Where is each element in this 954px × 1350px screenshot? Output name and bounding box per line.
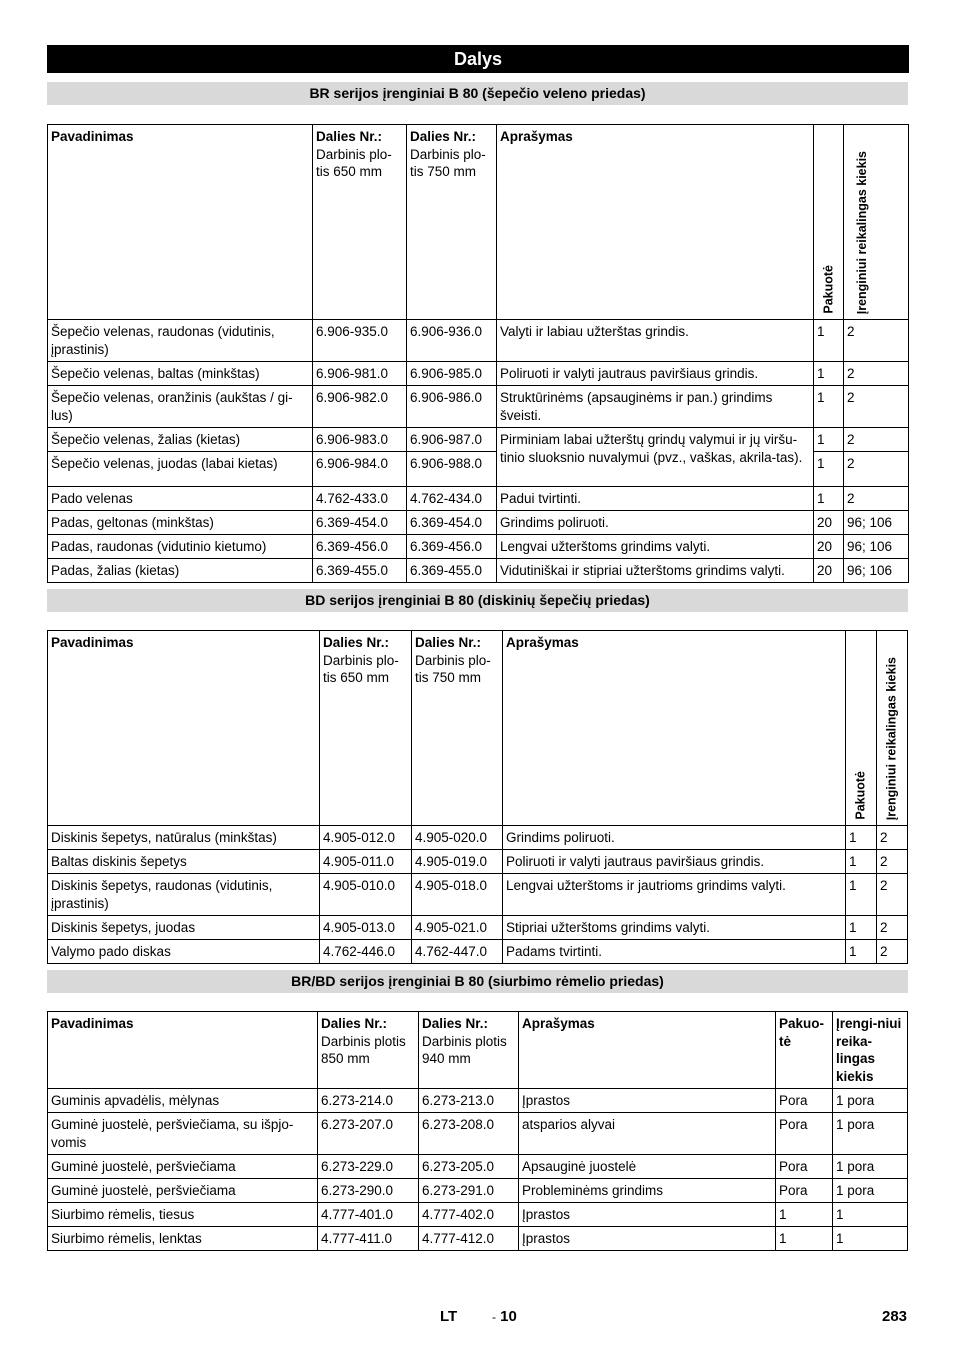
table-cell: Valymo pado diskas (48, 940, 320, 964)
table-cell: 1 (846, 850, 877, 874)
table-cell: 4.905-012.0 (320, 826, 412, 850)
table-cell: Guminė juostelė, peršviečiama, su išpjo-vomis (48, 1113, 318, 1155)
col-part-750: Dalies Nr.: Darbinis plo-tis 750 mm (407, 125, 497, 320)
table-cell: Diskinis šepetys, natūralus (minkštas) (48, 826, 320, 850)
table-cell: Pora (776, 1089, 833, 1113)
table-cell: 2 (844, 428, 909, 452)
table-cell: Pora (776, 1113, 833, 1155)
parts-table-brbd (47, 1011, 908, 1251)
table-cell: 4.905-010.0 (320, 874, 412, 916)
table-cell: 6.369-454.0 (407, 511, 497, 535)
table-cell: 1 (776, 1203, 833, 1227)
table-header-row (48, 1012, 908, 1089)
table-cell: 20 (814, 559, 844, 583)
table-cell: Įprastos (519, 1227, 776, 1251)
section-heading-bd: BD serijos įrenginiai B 80 (diskinių šepečių priedas) (47, 589, 908, 612)
table-cell: Probleminėms grindims (519, 1179, 776, 1203)
table-cell: 4.905-018.0 (412, 874, 503, 916)
table-cell: 4.762-434.0 (407, 487, 497, 511)
table-cell: 4.777-402.0 (419, 1203, 519, 1227)
table-cell: 1 pora (833, 1089, 908, 1113)
footer-section-page: - 10 (492, 1308, 517, 1325)
table-cell: 1 pora (833, 1155, 908, 1179)
table-cell: 1 (814, 362, 844, 386)
col-description: Aprašymas (497, 125, 814, 320)
table-cell: 4.762-446.0 (320, 940, 412, 964)
table-cell: 6.906-936.0 (407, 320, 497, 362)
table-cell: Lengvai užterštoms ir jautrioms grindims valyti. (503, 874, 846, 916)
table-cell: 1 (846, 826, 877, 850)
table-cell: Padas, raudonas (vidutinio kietumo) (48, 535, 313, 559)
table-cell: 6.369-456.0 (313, 535, 407, 559)
table-cell: Struktūrinėms (apsauginėms ir pan.) grindims šveisti. (497, 386, 814, 428)
table-cell: Pirminiam labai užterštų grindų valymui ir jų viršu-tinio sluoksnio nuvalymui (pvz., vaškas, akrila-tas). (497, 428, 814, 487)
table-cell: Siurbimo rėmelis, lenktas (48, 1227, 318, 1251)
col-part-940: Dalies Nr.: Darbinis plotis 940 mm (419, 1012, 519, 1089)
table-row (48, 487, 909, 511)
parts-table-bd (47, 630, 908, 964)
table-header-row (48, 631, 908, 826)
table-cell: 1 (846, 916, 877, 940)
table-cell: 1 (814, 320, 844, 362)
table-cell: 1 (814, 386, 844, 428)
table-row (48, 826, 908, 850)
table-cell: 6.273-291.0 (419, 1179, 519, 1203)
table-row (48, 535, 909, 559)
table-cell: 4.777-412.0 (419, 1227, 519, 1251)
col-part-750: Dalies Nr.: Darbinis plo-tis 750 mm (412, 631, 503, 826)
table-cell: 2 (877, 850, 908, 874)
table-cell: 6.369-455.0 (407, 559, 497, 583)
table-row (48, 1203, 908, 1227)
section-heading-brbd: BR/BD serijos įrenginiai B 80 (siurbimo rėmelio priedas) (47, 970, 908, 993)
table-row (48, 916, 908, 940)
table-cell: 6.906-985.0 (407, 362, 497, 386)
table-cell: 2 (844, 487, 909, 511)
table-cell: 6.369-454.0 (313, 511, 407, 535)
col-name: Pavadinimas (48, 631, 320, 826)
table-cell: 6.369-455.0 (313, 559, 407, 583)
table-cell: Šepečio velenas, raudonas (vidutinis, įprastinis) (48, 320, 313, 362)
table-cell: 6.906-935.0 (313, 320, 407, 362)
table-cell: 2 (877, 874, 908, 916)
col-name: Pavadinimas (48, 125, 313, 320)
table-cell: Apsauginė juostelė (519, 1155, 776, 1179)
col-qty: Įrenginiui reikalingas kiekis (877, 631, 908, 826)
table-cell: 96; 106 (844, 511, 909, 535)
table-cell: 1 (776, 1227, 833, 1251)
table-cell: 6.906-982.0 (313, 386, 407, 428)
table-cell: 2 (844, 320, 909, 362)
table-cell: 6.906-984.0 (313, 452, 407, 487)
table-cell: 4.762-433.0 (313, 487, 407, 511)
col-part-650: Dalies Nr.: Darbinis plo-tis 650 mm (320, 631, 412, 826)
table-cell: Šepečio velenas, žalias (kietas) (48, 428, 313, 452)
col-qty: Įrenginiui reikalingas kiekis (844, 125, 909, 320)
col-pack: Pakuo-tė (776, 1012, 833, 1089)
footer-language: LT (440, 1308, 458, 1325)
table-cell: 6.273-208.0 (419, 1113, 519, 1155)
table-cell: 4.905-020.0 (412, 826, 503, 850)
table-cell: 1 (846, 874, 877, 916)
table-cell: Grindims poliruoti. (497, 511, 814, 535)
section-heading-br: BR serijos įrenginiai B 80 (šepečio veleno priedas) (47, 82, 908, 105)
table-cell: 1 (814, 428, 844, 452)
col-part-650: Dalies Nr.: Darbinis plo-tis 650 mm (313, 125, 407, 320)
table-row (48, 940, 908, 964)
table-cell: 2 (844, 362, 909, 386)
table-row (48, 428, 909, 452)
col-pack: Pakuotė (814, 125, 844, 320)
table-cell: Pado velenas (48, 487, 313, 511)
table-cell: 4.905-019.0 (412, 850, 503, 874)
table-cell: 6.906-981.0 (313, 362, 407, 386)
table-row (48, 386, 909, 428)
footer-page-number: 283 (882, 1308, 908, 1325)
table-cell: 2 (877, 826, 908, 850)
table-cell: 6.273-214.0 (318, 1089, 419, 1113)
table-cell: 6.273-205.0 (419, 1155, 519, 1179)
table-row (48, 320, 909, 362)
table-cell: Guminis apvadėlis, mėlynas (48, 1089, 318, 1113)
col-name: Pavadinimas (48, 1012, 318, 1089)
table-cell: 1 (833, 1227, 908, 1251)
col-part-850: Dalies Nr.: Darbinis plotis 850 mm (318, 1012, 419, 1089)
table-cell: Diskinis šepetys, raudonas (vidutinis, įprastinis) (48, 874, 320, 916)
table-cell: 6.273-290.0 (318, 1179, 419, 1203)
table-cell: Šepečio velenas, juodas (labai kietas) (48, 452, 313, 487)
col-qty: Įrengi-niui reika-lingas kiekis (833, 1012, 908, 1089)
table-cell: 1 (833, 1203, 908, 1227)
table-cell: 6.906-983.0 (313, 428, 407, 452)
table-cell: Lengvai užterštoms grindims valyti. (497, 535, 814, 559)
table-cell: Pora (776, 1179, 833, 1203)
table-cell: 96; 106 (844, 559, 909, 583)
table-cell: Siurbimo rėmelis, tiesus (48, 1203, 318, 1227)
table-cell: 20 (814, 511, 844, 535)
table-row (48, 874, 908, 916)
table-row (48, 1113, 908, 1155)
table-cell: 4.905-013.0 (320, 916, 412, 940)
table-cell: Poliruoti ir valyti jautraus paviršiaus grindis. (503, 850, 846, 874)
table-cell: 4.777-401.0 (318, 1203, 419, 1227)
table-cell: 1 (814, 487, 844, 511)
table-cell: 6.273-229.0 (318, 1155, 419, 1179)
table-cell: 2 (844, 386, 909, 428)
table-cell: 96; 106 (844, 535, 909, 559)
table-cell: Padui tvirtinti. (497, 487, 814, 511)
table-cell: 2 (877, 940, 908, 964)
table-row (48, 1089, 908, 1113)
table-cell: Guminė juostelė, peršviečiama (48, 1179, 318, 1203)
table-cell: 2 (877, 916, 908, 940)
table-cell: Baltas diskinis šepetys (48, 850, 320, 874)
page-title: Dalys (47, 45, 909, 73)
table-cell: Šepečio velenas, oranžinis (aukštas / gi-lus) (48, 386, 313, 428)
table-cell: 4.777-411.0 (318, 1227, 419, 1251)
table-cell: Šepečio velenas, baltas (minkštas) (48, 362, 313, 386)
table-cell: Stipriai užterštoms grindims valyti. (503, 916, 846, 940)
col-description: Aprašymas (519, 1012, 776, 1089)
table-cell: 4.762-447.0 (412, 940, 503, 964)
table-cell: 20 (814, 535, 844, 559)
table-cell: 4.905-011.0 (320, 850, 412, 874)
table-cell: Valyti ir labiau užterštas grindis. (497, 320, 814, 362)
table-cell: Poliruoti ir valyti jautraus paviršiaus grindis. (497, 362, 814, 386)
table-cell: 6.906-988.0 (407, 452, 497, 487)
table-cell: Padas, žalias (kietas) (48, 559, 313, 583)
table-cell: 6.906-986.0 (407, 386, 497, 428)
table-cell: 4.905-021.0 (412, 916, 503, 940)
table-cell: Padams tvirtinti. (503, 940, 846, 964)
table-row (48, 1155, 908, 1179)
table-cell: Pora (776, 1155, 833, 1179)
col-pack: Pakuotė (846, 631, 877, 826)
table-row (48, 559, 909, 583)
table-cell: 1 (846, 940, 877, 964)
table-cell: Diskinis šepetys, juodas (48, 916, 320, 940)
table-cell: Vidutiniškai ir stipriai užterštoms grindims valyti. (497, 559, 814, 583)
table-cell: 6.906-987.0 (407, 428, 497, 452)
parts-table-br (47, 124, 909, 583)
table-cell: atsparios alyvai (519, 1113, 776, 1155)
table-cell: Padas, geltonas (minkštas) (48, 511, 313, 535)
col-description: Aprašymas (503, 631, 846, 826)
table-cell: 1 (814, 452, 844, 487)
table-cell: Įprastos (519, 1203, 776, 1227)
table-cell: 6.273-207.0 (318, 1113, 419, 1155)
table-cell: 1 pora (833, 1179, 908, 1203)
table-row (48, 511, 909, 535)
table-row (48, 362, 909, 386)
table-cell: 1 pora (833, 1113, 908, 1155)
table-cell: 6.369-456.0 (407, 535, 497, 559)
table-cell: Guminė juostelė, peršviečiama (48, 1155, 318, 1179)
table-row (48, 850, 908, 874)
table-row (48, 1227, 908, 1251)
table-header-row (48, 125, 909, 320)
table-cell: 2 (844, 452, 909, 487)
table-cell: Grindims poliruoti. (503, 826, 846, 850)
table-cell: 6.273-213.0 (419, 1089, 519, 1113)
table-cell: Įprastos (519, 1089, 776, 1113)
table-row (48, 1179, 908, 1203)
